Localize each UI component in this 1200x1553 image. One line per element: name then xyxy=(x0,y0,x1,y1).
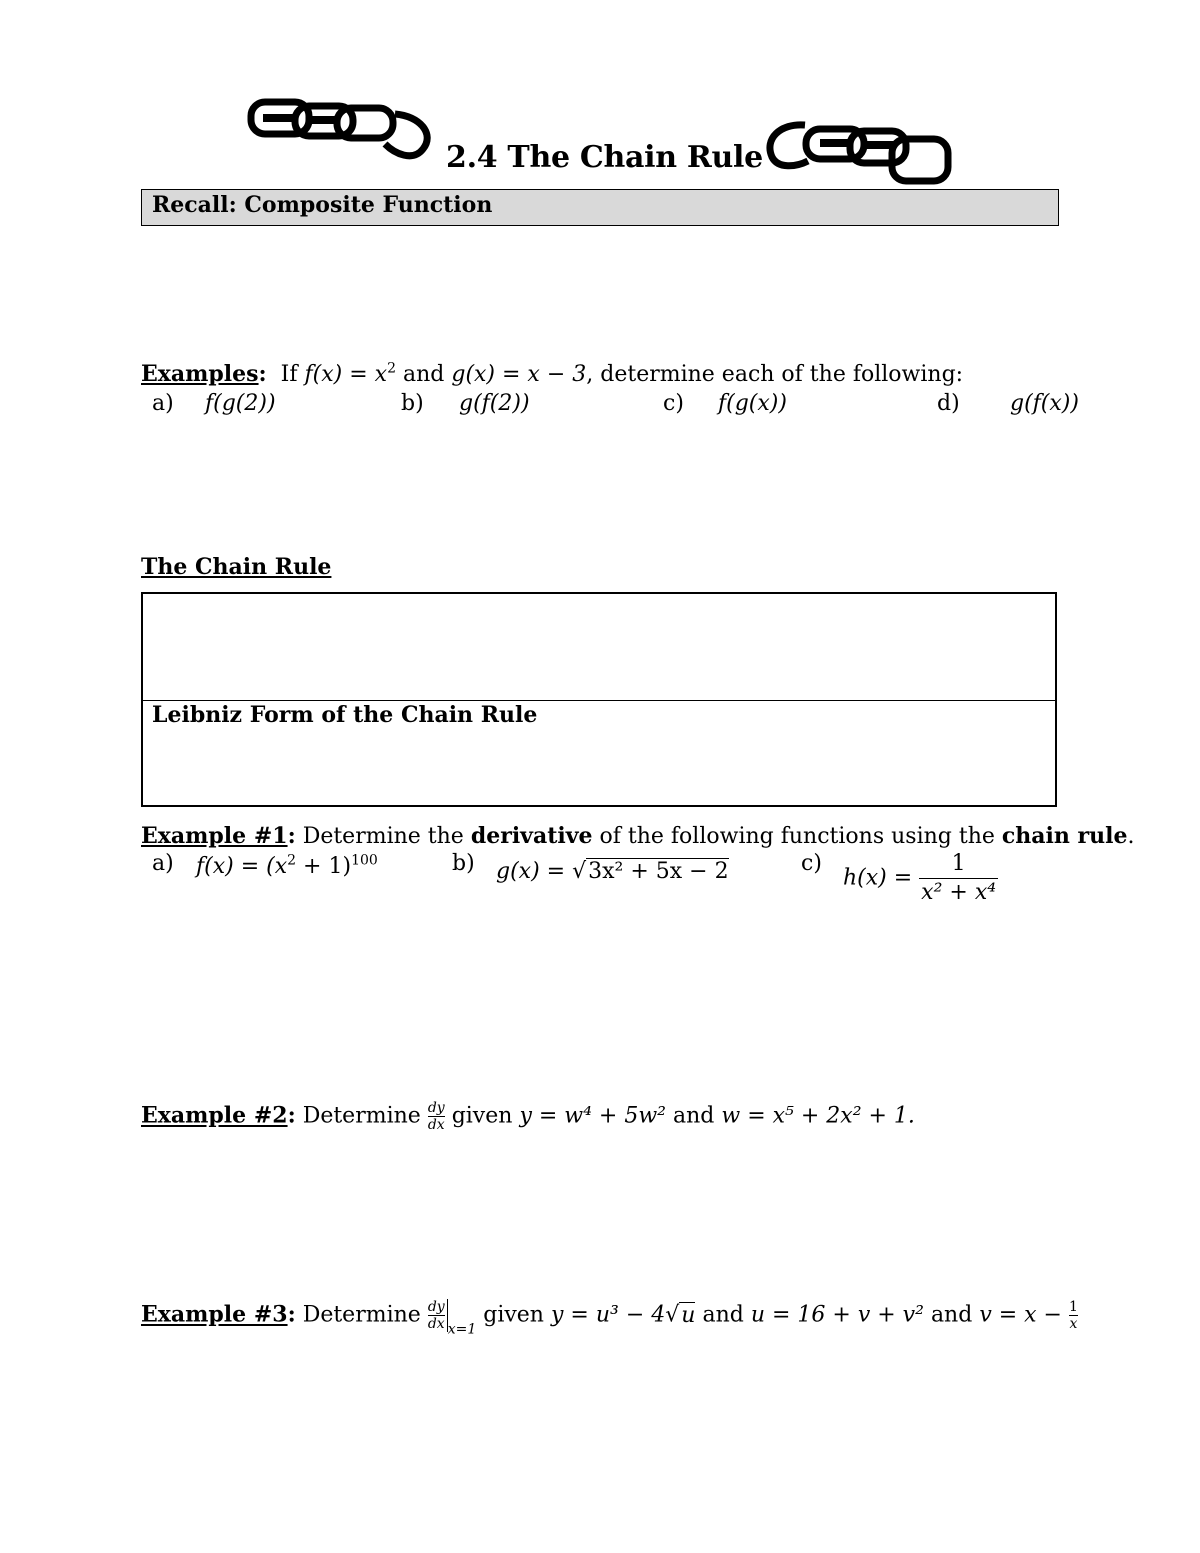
example-item-a-expr: f(g(2)) xyxy=(205,391,276,416)
example-item-c-label: c) xyxy=(663,391,684,416)
chain-rule-heading: The Chain Rule xyxy=(141,554,332,580)
example3-dydx xyxy=(428,1299,448,1332)
example3-determine: Determine xyxy=(302,1302,421,1328)
examples-tail: , determine each of the following: xyxy=(586,362,964,387)
example1-item-c-num: 1 xyxy=(951,851,966,876)
examples-and: and xyxy=(402,362,445,387)
example1-item-c-den: x² + x⁴ xyxy=(921,880,997,905)
example2-y-expr: y = w⁴ + 5w² xyxy=(519,1103,667,1129)
example3-y-expr: y = u³ − 4 xyxy=(550,1302,666,1328)
example1-text-b: of the following functions using the xyxy=(599,824,995,849)
example2-line: Example #2: Determine $\frac{dy}{dx}$ given y = w⁴ + 5w² and w = x⁵ + 2x² + 1. xyxy=(141,1100,915,1133)
example1-item-b-expr: g(x) = √3x² + 5x − 2 xyxy=(496,859,729,884)
example-item-d-expr: g(f(x)) xyxy=(1010,391,1079,416)
example3-and-2: and xyxy=(930,1302,973,1328)
example1-item-b-lhs: g(x) = xyxy=(496,859,573,884)
examples-intro: Examples: If $f(x) = x^2$ and g(x) = x − 3, determine each of the following: xyxy=(141,360,964,387)
example1-item-b-label: b) xyxy=(452,851,475,876)
examples-heading: Examples xyxy=(141,361,259,387)
recall-label: Recall: Composite Function xyxy=(152,192,493,218)
example3-u-expr: u = 16 + v + v² xyxy=(750,1302,924,1328)
examples-if: If xyxy=(280,362,298,387)
example3-dy: dy xyxy=(427,1299,445,1315)
example3-v-expr: v = x − xyxy=(979,1302,1062,1328)
example3-v-num: 1 xyxy=(1069,1299,1078,1315)
example-item-b-label: b) xyxy=(401,391,424,416)
example-item-c-expr: f(g(x)) xyxy=(718,391,787,416)
example3-and-1: and xyxy=(702,1302,744,1328)
example1-item-a-lhs: f(x) = (x xyxy=(196,854,288,879)
example1-item-c-label: c) xyxy=(801,851,822,876)
example3-dx: dx xyxy=(427,1316,445,1332)
example2-w-expr: w = x⁵ + 2x² + 1. xyxy=(721,1103,915,1129)
example1-item-c-expr xyxy=(843,850,998,907)
example1-item-a-label: a) xyxy=(152,851,174,876)
example3-v-frac xyxy=(1069,1299,1078,1332)
example1-item-a-exp: 100 xyxy=(351,852,378,869)
example2-dydx xyxy=(428,1100,445,1133)
example1-item-b-radicand: 3x² + 5x − 2 xyxy=(588,859,729,884)
page-title: 2.4 The Chain Rule xyxy=(446,140,763,175)
example2-and: and xyxy=(673,1103,715,1129)
example1-item-a-expr: $f(x) = (x^2 + 1)^{100}$ xyxy=(196,852,378,879)
example3-heading: Example #3 xyxy=(141,1301,288,1328)
example1-item-c-lhs: h(x) = xyxy=(843,865,920,891)
example3-eval: x=1 xyxy=(447,1321,477,1338)
example-item-a-label: a) xyxy=(152,391,174,416)
example1-bold-chain-rule: chain rule xyxy=(1001,823,1128,849)
example1-text-a: Determine the xyxy=(302,824,464,849)
g-definition: g(x) = x − 3 xyxy=(451,362,587,387)
example1-intro: Example #1: Determine the derivative of the following functions using the chain rule. xyxy=(141,823,1135,849)
example1-period: . xyxy=(1127,824,1135,849)
chain-right-image xyxy=(760,117,955,192)
example1-heading: Example #1 xyxy=(141,823,288,849)
example1-item-a-mid: + 1) xyxy=(296,854,352,879)
chain-left-image xyxy=(245,94,440,169)
example3-y-root: u xyxy=(681,1302,696,1328)
example-item-b-expr: g(f(2)) xyxy=(459,391,530,416)
example-item-d-label: d) xyxy=(937,391,960,416)
example1-bold-derivative: derivative xyxy=(470,823,593,849)
example3-v-den: x xyxy=(1069,1316,1078,1332)
leibniz-label: Leibniz Form of the Chain Rule xyxy=(152,702,538,728)
example2-determine: Determine xyxy=(302,1103,421,1129)
example2-dy: dy xyxy=(427,1100,445,1116)
example3-given: given xyxy=(483,1302,544,1328)
example3-line: Example #3: Determine $\frac{dy}{dx}$ $_{x=1}$ given y = u³ − 4√u and u = 16 + v + v² and v = x − $\frac{1}{x}$ xyxy=(141,1299,1078,1338)
example2-heading: Example #2 xyxy=(141,1102,288,1129)
example2-dx: dx xyxy=(427,1117,445,1133)
example2-given: given xyxy=(451,1103,513,1129)
f-definition: f(x) = x xyxy=(304,362,388,387)
